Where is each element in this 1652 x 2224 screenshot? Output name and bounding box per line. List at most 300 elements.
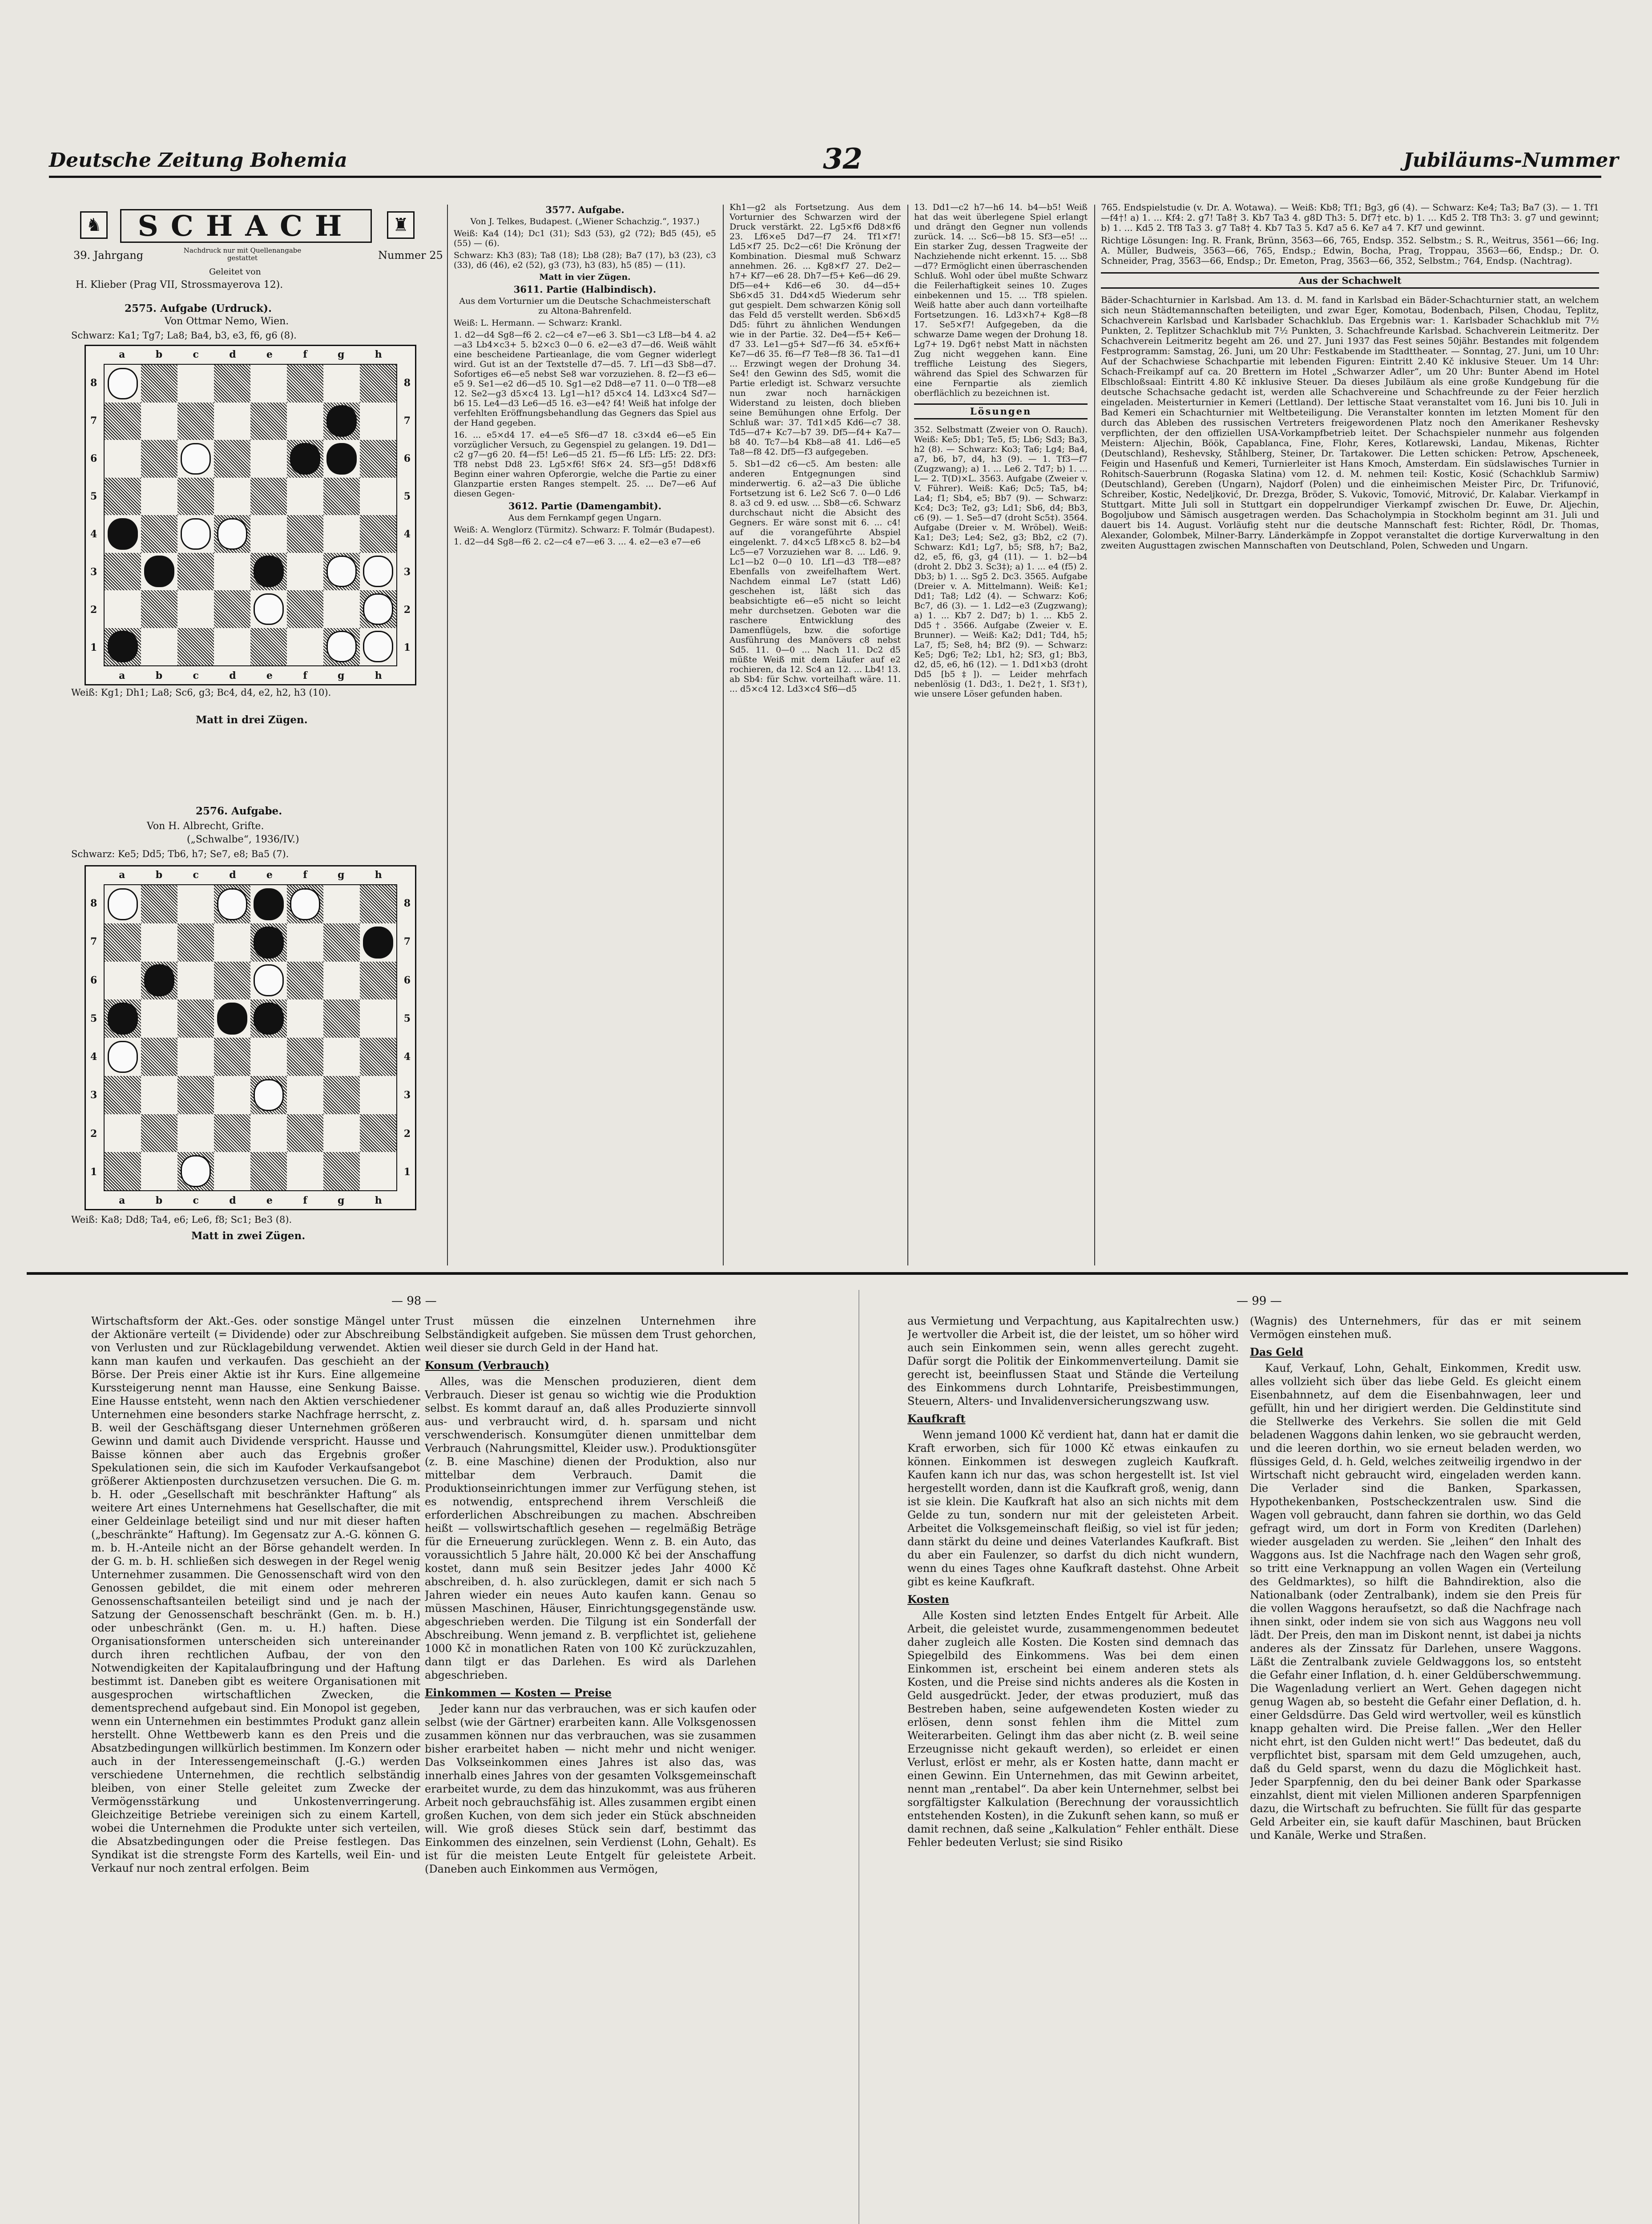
- black-piece-icon: [108, 518, 138, 550]
- file-label: b: [155, 670, 163, 681]
- board-square: [250, 440, 287, 478]
- board-square: [360, 923, 396, 962]
- white-piece-icon: [108, 368, 138, 399]
- problem-2576-goal: Matt in zwei Zügen.: [191, 1230, 306, 1242]
- board-square: [360, 1152, 396, 1190]
- board-square: [323, 515, 360, 553]
- rank-label: 5: [90, 1012, 97, 1024]
- file-label: g: [338, 670, 345, 681]
- issue-number: Nummer 25: [378, 249, 443, 262]
- rank-label: 1: [403, 641, 411, 653]
- board-square: [250, 515, 287, 553]
- board-square: [141, 403, 177, 440]
- rank-label: 5: [403, 490, 411, 502]
- solvers-list: Richtige Lösungen: Ing. R. Frank, Brünn, 3563—66, 765, Endsp. 352. Selbstm.; S. R., Weitrus, 3561—66; Ing. A. Müller, Budweis, 3563—66, 765, Endsp.; Edwin, Bocha, Prag, Troppau, 3563—66, Endsp.; Dr. O. Schneider, Prag, 3563—66, Endsp.; Dr. Emeton, Prag, 3563—66, 352, Selbstm.; 764, Endsp. (Nachtrag).: [1101, 235, 1599, 266]
- board-square: [177, 1076, 214, 1114]
- board-square: [323, 440, 360, 478]
- column-rule: [723, 205, 724, 1265]
- board-square: [105, 478, 141, 516]
- game-3612-end: 13. Dd1—c2 h7—h6 14. b4—b5! Weiß hat das weit überlegene Spiel erlangt und drängt den Gegner nun vollends zurück. 14. ... Sc6—b8 15. Sf3—e5! ... Ein starker Zug, dessen Tragweite der Nachziehende nicht erkennt. 15. ... Sb8—d7? Ermöglicht einen überraschenden Schluß. Wohl oder übel mußte Schwarz die Feilerhaftigkeit seines 10. Zuges einbekennen und 15. ... Tf8 spielen. Weiß hatte aber auch dann vorteilhafte Fortsetzungen. 16. Ld3×h7+ Kg8—f8 17. Se5×f7! Aufgegeben, da die schwarze Dame wegen der Drohung 18. Lg7+ 19. Dg6† nebst Matt in nächsten Zug nicht weggehen kann. Eine treffliche Leistung des Siegers, während das Spiel des Schwarzen für eine Fernpartie als ziemlich oberflächlich zu bezeichnen ist.: [914, 202, 1088, 398]
- board-square: [105, 590, 141, 628]
- wagnis-text: (Wagnis) des Unternehmers, für das er mit seinem Vermögen einstehen muß.: [1250, 1315, 1581, 1341]
- black-piece-icon: [254, 1003, 284, 1035]
- board-square: [105, 515, 141, 553]
- board-square: [105, 962, 141, 1000]
- board-square: [141, 1114, 177, 1152]
- board-square: [177, 999, 214, 1038]
- board-square: [177, 1038, 214, 1076]
- board-square: [360, 885, 396, 923]
- section-divider: [27, 1272, 1628, 1275]
- rank-label: 5: [90, 490, 97, 502]
- board-square: [250, 553, 287, 591]
- file-label: c: [193, 670, 199, 681]
- board-square: [287, 1038, 323, 1076]
- problem-3577-author: Von J. Telkes, Budapest. („Wiener Schachzig.“, 1937.): [470, 217, 700, 226]
- board-square: [323, 478, 360, 516]
- kosten-text: Alle Kosten sind letzten Endes Entgelt für Arbeit. Alle Arbeit, die geleistet wurde, zusammengenommen bedeutet daher zugleich alle Kosten. Die Kosten sind demnach das Spiegelbild des Einkommens. Was bei dem einen Einkommen ist, erscheint bei einem anderen stets als Kosten, und die Preise sind nichts anderes als die Kosten in Geld ausgedrückt. Jeder, der etwas produziert, muß das Bestreben haben, seine aufgewendeten Kosten wieder zu erlösen, denn sonst fehlen ihm die Mittel zum Weiterarbeiten. Gelingt ihm das aber nicht (z. B. weil seine Erzeugnisse nicht gekauft werden), so erleidet er einen Verlust, erlöst er mehr, als er Kosten hatte, dann macht er einen Gewinn. Ein Unternehmen, das mit Gewinn arbeitet, nennt man „rentabel“. Da aber kein Unternehmer, selbst bei sorgfältigster Kalkulation (Berechnung der voraussichtlich entstehenden Kosten), in die Zukunft sehen kann, so muß er damit rechnen, daß seine „Kalkulation“ Fehler enthält. Diese Fehler bedeuten Verlust; sie sind Risiko: [907, 1609, 1239, 1849]
- board-grid-2576: [104, 884, 397, 1191]
- board-square: [323, 1114, 360, 1152]
- problem-2575-author: Von Ottmar Nemo, Wien.: [165, 316, 289, 327]
- problem-3577-white: Weiß: Ka4 (14); Dc1 (31); Sd3 (53), g2 (72); Bd5 (45), e5 (55) — (6).: [454, 229, 716, 248]
- masthead-right: Jubiläums-Nummer: [1403, 149, 1619, 172]
- black-piece-icon: [217, 1003, 248, 1035]
- board-square: [105, 885, 141, 923]
- page-99-number: — 99 —: [1237, 1294, 1282, 1308]
- board-square: [323, 962, 360, 1000]
- chess-column-3: [729, 202, 901, 1263]
- board-square: [323, 628, 360, 666]
- rank-label: 2: [403, 604, 411, 616]
- board-square: [360, 403, 396, 440]
- board-square: [141, 628, 177, 666]
- rank-label: 8: [90, 377, 97, 389]
- schach-title: SCHACH: [120, 209, 372, 243]
- file-label: h: [375, 349, 382, 360]
- game-3612-moves: 1. d2—d4 Sg8—f6 2. c2—c4 e7—e6 3. ... 4. e2—e3 e7—e6: [454, 537, 701, 547]
- einkommen-heading: Einkommen — Kosten — Preise: [425, 1686, 612, 1699]
- board-square: [323, 590, 360, 628]
- board-square: [287, 1076, 323, 1114]
- board-files-top: [86, 349, 415, 360]
- board-ranks-left: [90, 364, 97, 666]
- page-gutter: [858, 1290, 859, 2224]
- board-square: [250, 1076, 287, 1114]
- geld-heading: Das Geld: [1250, 1346, 1303, 1358]
- white-piece-icon: [290, 888, 321, 920]
- board-square: [360, 515, 396, 553]
- black-piece-icon: [108, 631, 138, 662]
- board-square: [177, 590, 214, 628]
- board-square: [323, 923, 360, 962]
- board-files-bottom: [86, 670, 415, 681]
- board-square: [177, 628, 214, 666]
- problem-2576-title: 2576. Aufgabe.: [196, 805, 282, 817]
- board-square: [250, 923, 287, 962]
- board-square: [360, 590, 396, 628]
- white-piece-icon: [326, 556, 357, 587]
- board-square: [105, 628, 141, 666]
- organisation-text: Wirtschaftsform der Akt.-Ges. oder sonstige Mängel unter der Aktionäre verteilt (= Dividende) oder zur Abschreibung von Verlusten und zur Rücklagebildung verwendet. Aktien kann man kaufen und verkaufen. Das geschieht an der Börse. Der Preis einer Aktie ist ihr Kurs. Eine allgemeine Kurssteigerung nennt man Hausse, eine Senkung Baisse. Eine Hausse entsteht, wenn nach den Aktien verschiedener Unternehmen eine besonders starke Nachfrage herrscht, z. B. weil der Geschäftsgang dieser Unternehmen größeren Gewinn und damit auch Dividende verspricht. Hausse und Baisse können aber auch das Ergebnis großer Spekulationen sein, die sich im Kaufoder Verkaufsangebot größerer Aktienposten durchzusetzen versuchen. Die G. m. b. H. oder „Gesellschaft mit beschränkter Haftung“ als weitere Art eines Unternehmens hat Gesellschafter, die mit einer Geldeinlage beteiligt sind und nur mit dieser haften („beschränkte“ Haftung). Im Gegensatz zur A.-G. können G. m. b. H.-Anteile nicht an der Börse gehandelt werden. In der G. m. b. H. schließen sich deswegen in der Regel wenig Unternehmer zusammen. Die Genossenschaft wird von den Genossen gebildet, die mit einem oder mehreren Genossenschaftsanteilen beteiligt sind und je nach der Satzung der Genossenschaft beschränkt (Gen. m. b. H.) oder unbeschränkt (Gen. m. u. H.) haften. Diese Organisationsformen unterscheiden sich untereinander durch ihren rechtlichen Aufbau, der von den Notwendigkeiten der Kapitalaufbringung und der Haftung bestimmt ist. Daneben gibt es weitere Organisationen mit ausgesprochen wirtschaftlichen Zwecken, die dementsprechend aufgebaut sind. Ein Monopol ist gegeben, wenn ein Unternehmen ein bestimmtes Produkt ganz allein herstellt. Ohne Wettbewerb kann es den Preis und die Absatzbedingungen willkürlich bestimmen. Im Konzern oder auch in der Interessengemeinschaft (J.-G.) werden verschiedene Unternehmen, die rechtlich selbständig bleiben, von einer Stelle geleitet zum Zwecke der Vermögensstärkung und Unkostenverringerung. Gleichzeitige Betriebe vereinigen sich zu einem Kartell, wobei die Unternehmen die Produkte unter sich verteilen, die Absatzbedingungen oder die Preise festlegen. Das Syndikat ist die strengste Form des Kartells, weil Ein- und Verkauf nur noch zentral erfolgen. Beim: [91, 1315, 420, 1874]
- board-files-bottom: [86, 1195, 415, 1206]
- rank-label: 7: [403, 936, 411, 948]
- board-square: [214, 1152, 250, 1190]
- board-square: [214, 628, 250, 666]
- problem-2575-goal: Matt in drei Zügen.: [196, 714, 308, 726]
- rank-label: 6: [403, 974, 411, 986]
- rank-label: 6: [90, 974, 97, 986]
- file-label: f: [303, 670, 307, 681]
- problem-2576-source: („Schwalbe“, 1936/IV.): [187, 834, 299, 845]
- vermietung-text: aus Vermietung und Verpachtung, aus Kapitalrechten usw.) Je wertvoller die Arbeit ist, die der leistet, um so höher wird auch sein Einkommen sein, wenn alles gerecht zugeht. Dafür sorgt die Politik der Einkommenverteilung. Damit sie gerecht ist, beeinflussen Staat und Stände die Verteilung des Einkommens durch Lohntarife, Preisbestimmungen, Steuern, Alters- und Invalidenversicherungszwang usw.: [907, 1315, 1239, 1407]
- rank-label: 7: [90, 415, 97, 427]
- rank-label: 2: [403, 1128, 411, 1140]
- rank-label: 1: [403, 1166, 411, 1178]
- file-label: e: [266, 1195, 273, 1206]
- board-square: [250, 403, 287, 440]
- rank-label: 3: [90, 1089, 97, 1101]
- page-98-number: — 98 —: [391, 1294, 437, 1308]
- board-square: [323, 885, 360, 923]
- rank-label: 8: [403, 377, 411, 389]
- board-square: [287, 999, 323, 1038]
- kosten-heading: Kosten: [907, 1593, 949, 1606]
- board-square: [323, 553, 360, 591]
- board-square: [360, 628, 396, 666]
- board-square: [323, 403, 360, 440]
- endgame-study: 765. Endspielstudie (v. Dr. A. Wotawa). — Weiß: Kb8; Tf1; Bg3, g6 (4). — Schwarz: Ke4; Ta3; Ba7 (3). — 1. Tf1—f4†! a) 1. ... Kf4: 2. g7! Ta8† 3. Kb7 Ta3 4. g8D Th3: 5. Df7† etc. b) 1. ... Kd5 2. Tf8 Th3: 3. g7 und gewinnt; b) 1. ... Kd5 2. Tf8 Ta3 3. g7 Ta8† 4. Kb7 Ta3 5. Kd7 a5 6. Ke7 a4 7. Kf7 und gewinnt.: [1101, 202, 1599, 233]
- loesungen-title: Lösungen: [970, 406, 1032, 417]
- game-3611-moves-cont: 16. ... e5×d4 17. e4—e5 Sf6—d7 18. c3×d4 e6—e5 Ein vorzüglicher Versuch, zu Gegenspiel zu gelangen. 19. Dd1—c2 g7—g6 20. f4—f5! Le6—d5 21. f5—f6 Lf5: Lf5: 22. Df3: Tf8 nebst Dd8 23. Lg5×f6! Sf6× 24. Sf3—g5! Dd8×f6 Beginn einer wahren Opferorgie, welche die Partie zu einer Glanzpartie ersten Ranges stempelt. 25. ... De7—e6 Auf diesen Gegen-: [454, 430, 716, 499]
- file-label: g: [338, 349, 345, 360]
- board-square: [177, 962, 214, 1000]
- board-square: [287, 515, 323, 553]
- white-piece-icon: [326, 631, 357, 662]
- board-square: [141, 885, 177, 923]
- problem-3577-title: 3577. Aufgabe.: [545, 204, 625, 215]
- board-ranks-right: [404, 884, 411, 1191]
- file-label: a: [119, 349, 125, 360]
- board-square: [105, 553, 141, 591]
- game-3611-moves: 1. d2—d4 Sg8—f6 2. c2—c4 e7—e6 3. Sb1—c3 Lf8—b4 4. a2—a3 Lb4×c3+ 5. b2×c3 0—0 6. e2—e3 d7—d6. Weiß wählt eine bescheidene Partieanlage, die vom Gegner widerlegt wird. Gut ist an der Textstelle d7—d5. 7. Lf1—d3 Sb8—d7. Sofortiges e6—e5 nebst Se8 war vorzuziehen. 8. f2—f3 e6—e5 9. Se1—e2 d6—d5 10. Sg1—e2 Dd8—e7 11. 0—0 Tf8—e8 12. Se2—g3 d5×c4 13. Lg1—h1? d5×c4 14. Ld3×c4 Sd7—b6 15. Le4—d3 Le6—d5 16. e3—e4? f4! Weiß hat infolge der verfehlten Eröffnungsbehandlung das Gegners das Spiel aus der Hand gegeben.: [454, 330, 716, 428]
- file-label: b: [155, 349, 163, 360]
- board-square: [323, 1152, 360, 1190]
- board-square: [214, 1038, 250, 1076]
- rank-label: 4: [403, 528, 411, 540]
- board-square: [177, 1114, 214, 1152]
- rank-label: 3: [90, 566, 97, 578]
- game-3611-continuation: Kh1—g2 als Fortsetzung. Aus dem Vorturnier des Schwarzen wird der Druck verstärkt. 22. Lg5×f6 Dd8×f6 23. Lf6×e5 Dd7—f7 24. Tf1×f7! Ld5×f7 25. Dc2—c6! Die Krönung der Kombination. Diesmal muß Schwarz annehmen. 26. ... Kg8×f7 27. De2—h7+ Kf7—e6 28. Dh7—f5+ Ke6—d6 29. Df5—e4+ Kd6—e6 30. d4—d5+ Sb6×d5 31. Dd4×d5 Wiederum sehr gut gespielt. Dem schwarzen König soll das Feld d5 verstellt werden. Sb6×d5 Dd5: führt zu ähnlichen Wendungen wie in der Partie. 32. De4—f5+ Ke6—d7 33. Le1—g5+ Sd7—f6 34. e5×f6+ Ke7—d6 35. f6—f7 Te8—f8 36. Ta1—d1 ... Erzwingt wegen der Drohung 34. Se4! den Gewinn des Sd5, womit die Partie erledigt ist. Schwarz versuchte nun zwar noch harnäckigen Widerstand zu leisten, doch blieben seine Bemühungen ohne Erfolg. Der Schluß war: 37. Td1×d5 Kd6—c7 38. Td5—d7+ Kc7—b7 39. Df5—f4+ Ka7—b8 40. Tc7—b4 Kb8—a8 41. Ld6—e5 Ta8—f8 42. Df5—f3 aufgegeben.: [729, 202, 901, 457]
- board-square: [360, 478, 396, 516]
- board-square: [287, 628, 323, 666]
- editor-label: Geleitet von: [209, 267, 261, 277]
- board-square: [287, 403, 323, 440]
- chess-column-4: [914, 202, 1088, 1263]
- white-piece-icon: [217, 888, 248, 920]
- game-3612-players: Weiß: A. Wenglorz (Türmitz). Schwarz: F. Tolmár (Budapest).: [454, 525, 715, 535]
- board-square: [214, 962, 250, 1000]
- board-square: [323, 1038, 360, 1076]
- file-label: e: [266, 670, 273, 681]
- board-square: [323, 1076, 360, 1114]
- white-piece-icon: [108, 1041, 138, 1073]
- board-square: [214, 999, 250, 1038]
- rank-label: 1: [90, 641, 97, 653]
- board-square: [177, 553, 214, 591]
- file-label: h: [375, 1195, 382, 1206]
- black-piece-icon: [326, 405, 357, 437]
- text-column-98-right: [425, 1314, 756, 2224]
- board-square: [360, 962, 396, 1000]
- kaufkraft-text: Wenn jemand 1000 Kč verdient hat, dann hat er damit die Kraft erworben, sich für 1000 Kč etwas einkaufen zu können. Einkommen ist deswegen zugleich Kaufkraft. Kaufen kann ich nur das, was schon hergestellt ist. Ist viel hergestellt worden, dann ist die Kaufkraft groß, wenig, dann ist sie klein. Die Kaufkraft hat also an sich nichts mit dem Gelde zu tun, sondern nur mit der geleisteten Arbeit. Arbeitet die Volksgemeinschaft fleißig, so viel ist für jeden; dann stärkt du deine und deines Vaterlandes Kaufkraft. Bist du aber ein Faulenzer, so darfst du dich nicht wundern, wenn du eines Tages ohne Kaufkraft dastehst. Ohne Arbeit gibt es keine Kaufkraft.: [907, 1429, 1239, 1588]
- white-piece-icon: [108, 888, 138, 920]
- file-label: e: [266, 349, 273, 360]
- board-square: [250, 1152, 287, 1190]
- board-square: [141, 962, 177, 1000]
- board-square: [360, 999, 396, 1038]
- board-square: [177, 885, 214, 923]
- white-piece-icon: [363, 593, 394, 625]
- file-label: b: [155, 869, 163, 881]
- board-square: [141, 553, 177, 591]
- white-piece-icon: [181, 1155, 211, 1187]
- file-label: g: [338, 869, 345, 881]
- trust-text: Trust müssen die einzelnen Unternehmen ihre Selbständigkeit aufgeben. Sie müssen dem Trust gehorchen, weil dieser sie durch Geld in der Hand hat.: [425, 1315, 756, 1354]
- board-square: [105, 403, 141, 440]
- rank-label: 4: [90, 1051, 97, 1063]
- board-square: [177, 440, 214, 478]
- rank-label: 8: [403, 898, 411, 910]
- file-label: a: [119, 670, 125, 681]
- editor-name: H. Klieber (Prag VII, Strossmayerova 12).: [76, 279, 283, 290]
- board-square: [250, 885, 287, 923]
- file-label: c: [193, 1195, 199, 1206]
- board-square: [250, 962, 287, 1000]
- file-label: f: [303, 349, 307, 360]
- board-square: [105, 1076, 141, 1114]
- board-square: [287, 885, 323, 923]
- board-square: [287, 962, 323, 1000]
- black-piece-icon: [290, 443, 321, 475]
- problem-3577-goal: Matt in vier Zügen.: [539, 272, 631, 282]
- board-square: [105, 999, 141, 1038]
- board-square: [360, 553, 396, 591]
- board-square: [141, 515, 177, 553]
- board-square: [287, 478, 323, 516]
- board-square: [105, 1152, 141, 1190]
- file-label: e: [266, 869, 273, 881]
- board-square: [250, 590, 287, 628]
- board-square: [214, 1076, 250, 1114]
- problem-3577-black: Schwarz: Kh3 (83); Ta8 (18); Lb8 (28); Ba7 (17), b3 (23), c3 (33), d6 (46), e2 (52), g3 (73), h3 (83), h5 (85) — (11).: [454, 250, 716, 270]
- white-piece-icon: [217, 518, 248, 550]
- board-square: [177, 365, 214, 403]
- rook-icon: ♜: [387, 211, 415, 239]
- board-square: [287, 440, 323, 478]
- aus-der-schachwelt-title: Aus der Schachwelt: [1298, 275, 1402, 286]
- board-square: [141, 1152, 177, 1190]
- rank-label: 3: [403, 1089, 411, 1101]
- board-square: [250, 628, 287, 666]
- aus-der-schachwelt-text: Bäder-Schachturnier in Karlsbad. Am 13. d. M. fand in Karlsbad ein Bäder-Schachturnier statt, an welchem sich neun Städtemannschaften beteiligten, und zwar Eger, Komotau, Bodenbach, Pilsen, Chodau, Teplitz, Schachverein Karlsbad und Karlsbader Schachklub. Das Ergebnis war: 1. Karlsbader Schachklub mit 7½ Punkten, 2. Teplitzer Schachklub mit 7½ Punkten, 3. Schachfreunde Karlsbad. Schachverein Leitmeritz. Der Schachverein Leitmeritz begeht am 26. und 27. Juni 1937 das Fest seines 50jähr. Bestandes mit folgendem Festprogramm: Samstag, 26. Juni, um 20 Uhr: Festkabende im Stadttheater. — Sonntag, 27. Juni, um 10 Uhr: Auf der Schachwiese Schachpartie mit lebenden Figuren: Eintritt 2.40 Kč inklusive Steuer. Um 14 Uhr: Schach-Freikampf auf ca. 20 Brettern im Hotel „Schwarzer Adler“, um 20 Uhr: Bunter Abend im Hotel Elbschloßsaal: Eintritt 4.80 Kč inklusive Steuer. Da dieses Jubiläum als eine große Kundgebung für die deutsche Schachsache gedacht ist, werden alle Schachvereine und Schachfreunde zu der Feier herzlich eingeladen. Meisterturnier in Kemeri (Lettland). Der lettische Staat veranstaltet vom 16. Juni bis 10. Juli in Bad Kemeri ein Schachturnier mit Weltbeteiligung. Die Veranstalter konnten im letzten Moment für den durch das Ableben des russischen Vertreters freigewordenen Platz noch den Amerikaner Reshevsky verpflichten, der den offiziellen USA-Vorkampfbetrieb leitet. Der Schachspieler nunmehr aus folgenden Meistern: Aljechin, Böök, Capablanca, Fine, Flohr, Keres, Kotlarewski, Landau, Mikenas, Richter (Deutschland), Reshevsky, Ståhlberg, Steiner, Dr. Tartakower. Die Letten schicken: Petrow, Apscheneek, Feigin und Hasenfuß und Kemeri, Turnierleiter ist Hans Kmoch, Amsterdam. Ein südslawisches Turnier in Rohitsch-Sauerbrunn (Rogaska Slatina) vom 12. d. M. nehmen teil: Kostic, Kosić (Schachklub Sarmiw) (Deutschland), Gereben (Ungarn), Najdorf (Polen) und die einheimischen Meister Pirc, Dr. Trifunović, Schreiber, Kostic, Nedeljković, Dr. Drezga, Bröder, S. Vukovic, Tomović, Mitrović, Dr. Kalabar. Vierkampf in Stuttgart. Mitte Juli soll in Stuttgart ein doppelrundiger Vierkampf zwischen Dr. Euwe, Dr. Aljechin, Bogoljubow und Sämisch ausgetragen werden. Das Schacholympia in Stockholm beginnt am 31. Juli und dauert bis 14. August. Vorläufig steht nur die deutsche Mannschaft fest: Richter, Rödl, Dr. Thomas, Alexander, Golombek, Milner-Barry. Länderkämpfe in Zoppot veranstaltet die dortige Kurverwaltung in den zweiten Augusttagen zwischen Mannschaften von Deutschland, Polen, Schweden und Ungarn.: [1101, 294, 1599, 551]
- white-piece-icon: [181, 443, 211, 475]
- file-label: a: [119, 1195, 125, 1206]
- column-rule: [447, 205, 448, 1265]
- rank-label: 7: [403, 415, 411, 427]
- black-piece-icon: [254, 888, 284, 920]
- board-square: [360, 440, 396, 478]
- konsum-heading: Konsum (Verbrauch): [425, 1359, 550, 1372]
- board-square: [141, 478, 177, 516]
- rank-label: 4: [90, 528, 97, 540]
- black-piece-icon: [363, 927, 394, 959]
- board-square: [141, 590, 177, 628]
- file-label: d: [229, 349, 236, 360]
- rank-label: 5: [403, 1012, 411, 1024]
- board-square: [141, 1076, 177, 1114]
- black-piece-icon: [254, 556, 284, 587]
- board-square: [141, 365, 177, 403]
- problem-2575-white: Weiß: Kg1; Dh1; La8; Sc6, g3; Bc4, d4, e2, h2, h3 (10).: [71, 687, 331, 698]
- game-3612-continuation: 5. Sb1—d2 c6—c5. Am besten: alle anderen Entgegnungen sind minderwertig. 6. a2—a3 Die übliche Fortsetzung ist 6. Le2 Sc6 7. 0—0 Ld6 8. a3 cd 9. ed usw. ... Sb8—c6. Schwarz durchschaut nicht die Absicht des Gegners. Er wäre sonst mit 6. ... c4! auf die vorangeführte Abspiel eingelenkt. 7. d4×c5 Lf8×c5 8. b2—b4 Lc5—e7 Vorzuziehen war 8. ... Ld6. 9. Lc1—b2 0—0 10. Lf1—d3 Tf8—e8? Ebenfalls von zweifelhaftem Wert. Nachdem einmal Le7 (statt Ld6) geschehen ist, läßt sich das beabsichtigte e6—e5 nicht so leicht mehr durchsetzen. Geboten war die raschere Entwicklung des Damenflügels, bzw. die sofortige Ausführung des Manövers c8 nebst Sd5. 11. 0—0 ... Nach 11. Dc2 d5 müßte Weiß mit dem Läufer auf e2 rochieren, da 12. Sc4 an 12. ... Lb4! 13. ab Sb4: für Schw. vorteilhaft wäre. 11. ... d5×c4 12. Ld3×c4 Sf6—d5: [729, 459, 901, 694]
- file-label: c: [193, 869, 199, 881]
- rank-label: 2: [90, 604, 97, 616]
- board-square: [250, 365, 287, 403]
- board-square: [141, 923, 177, 962]
- board-square: [250, 1038, 287, 1076]
- rank-label: 1: [90, 1166, 97, 1178]
- board-square: [214, 365, 250, 403]
- board-ranks-right: [404, 364, 411, 666]
- black-piece-icon: [108, 1003, 138, 1035]
- board-square: [214, 553, 250, 591]
- rank-label: 7: [90, 936, 97, 948]
- text-column-99-left: [907, 1314, 1239, 2224]
- chess-column-5: [1101, 202, 1599, 1263]
- black-piece-icon: [326, 443, 357, 475]
- board-square: [105, 365, 141, 403]
- file-label: d: [229, 670, 236, 681]
- board-square: [214, 923, 250, 962]
- board-square: [214, 885, 250, 923]
- board-ranks-left: [90, 884, 97, 1191]
- text-column-98-left: [91, 1314, 420, 2224]
- board-square: [214, 440, 250, 478]
- geld-text: Kauf, Verkauf, Lohn, Gehalt, Einkommen, Kredit usw. alles vollzieht sich über das liebe Geld. Es gleicht einem Eisenbahnnetz, auf dem die Eisenbahnwagen, leer und gefüllt, hin und her dirigiert werden. Die Geldinstitute sind die Stellwerke des Verkehrs. Sie sollen die mit Geld beladenen Waggons dahin lenken, wo sie gebraucht werden, und die leeren dorthin, wo sie erneut beladen werden, wo flüssiges Geld, d. h. Geld, welches zeitweilig irgendwo in der Wirtschaft nicht gebraucht wird, eingeladen werden kann. Die Verlader sind die Banken, Sparkassen, Hypothekenbanken, Postscheckzentralen usw. Sind die Wagen voll gebraucht, dann fahren sie dorthin, wo das Geld gefragt wird, um dort in Form von Krediten (Darlehen) wieder ausgeladen zu werden. Sie „leihen“ den Inhalt des Waggons aus. Ist die Nachfrage nach den Wagen sehr groß, so tritt eine Verknappung an vollen Wagen ein (Verteilung des Geldmarktes), so hilft die Bahndirektion, also die Nationalbank (oder Zentralbank), indem sie den Preis für die vollen Waggons heraufsetzt, so daß die Nachfrage nach ihnen sinkt, oder indem sie von sich aus Waggons neu voll lädt. Der Preis, den man im Diskont nennt, ist dabei ja nichts anderes als der Zinssatz für Darlehen, unsere Waggons. Läßt die Zentralbank zuviele Geldwaggons los, so entsteht die Gefahr einer Inflation, d. h. einer Geldüberschwemmung. Die Wagenladung verliert an Wert. Gehen dagegen nicht genug Wagen ab, so besteht die Gefahr einer Deflation, d. h. einer Geldsdürre. Das Geld wird wertvoller, weil es künstlich knapp gehalten wird. Die Preise fallen. „Wer den Heller nicht ehrt, ist den Gulden nicht wert!“ Das bedeutet, daß du verpflichtet bist, sparsam mit dem Geld umzugehen, auch, daß du Geld sparst, wenn du dazu die Möglichkeit hast. Jeder Sparpfennig, den du bei deiner Bank oder Sparkasse einzahlst, dient mit vielen Millionen anderen Sparpfennigen dazu, die Wirtschaft zu befruchten. Sie füllt für das gesparte Geld Arbeiter ein, sie kauft dafür Maschinen, baut Brücken und Kanäle, Werke und Straßen.: [1250, 1362, 1581, 1841]
- masthead-left: Deutsche Zeitung Bohemia: [49, 149, 347, 172]
- board-square: [105, 440, 141, 478]
- board-square: [105, 923, 141, 962]
- file-label: a: [119, 869, 125, 881]
- file-label: h: [375, 869, 382, 881]
- konsum-text: Alles, was die Menschen produzieren, dient dem Verbrauch. Dieser ist genau so wichtig wie die Produktion selbst. Es kommt darauf an, daß alles Produzierte sinnvoll aus- und verbraucht wird, d. h. sparsam und nicht verschwenderisch. Konsumgüter dienen unmittelbar dem Verbrauch (Nahrungsmittel, Kleider usw.). Produktionsgüter (z. B. eine Maschine) dienen der Produktion, also nur mittelbar dem Verbrauch. Damit die Produktionseinrichtungen immer zur Verfügung stehen, ist es notwendig, entsprechend ihrem Verschleiß die erforderlichen Abschreibungen zu machen. Abschreiben heißt — vollswirtschaftlich gesehen — regelmäßig Beträge für die Erneuerung zurücklegen. Wenn z. B. ein Auto, das voraussichtlich 5 Jahre hält, 20.000 Kč bei der Anschaffung kostet, dann muß sein Besitzer jedes Jahr 4000 Kč abschreiben, d. h. also zurücklegen, damit er sich nach 5 Jahren wieder ein neues Auto kaufen kann. Genau so müssen Maschinen, Häuser, Einrichtungsgegenstände usw. abgeschrieben werden. Die Tilgung ist ein Sonderfall der Abschreibung. Wenn jemand z. B. verpflichtet ist, geliehene 1000 Kč in monatlichen Raten von 100 Kč zurückzuzahlen, dann tilgt er das Darlehen. Es wird als Darlehen abgeschrieben.: [425, 1375, 756, 1681]
- board-square: [105, 1114, 141, 1152]
- game-3611-source: Aus dem Vorturnier um die Deutsche Schachmeisterschaft zu Altona-Bahrenfeld.: [459, 296, 711, 316]
- board-square: [250, 999, 287, 1038]
- game-3611-title: 3611. Partie (Halbindisch).: [513, 284, 657, 295]
- problem-2576-author: Von H. Albrecht, Grifte.: [147, 821, 264, 832]
- white-piece-icon: [363, 631, 394, 662]
- board-square: [360, 365, 396, 403]
- black-piece-icon: [254, 927, 284, 959]
- black-piece-icon: [144, 964, 175, 996]
- board-square: [177, 515, 214, 553]
- rank-label: 8: [90, 898, 97, 910]
- problem-2575-black: Schwarz: Ka1; Tg7; La8; Ba4, b3, e3, f6, g6 (8).: [71, 330, 297, 341]
- column-rule: [1094, 205, 1095, 1265]
- file-label: f: [303, 869, 307, 881]
- board-square: [141, 1038, 177, 1076]
- game-3611-players: Weiß: L. Hermann. — Schwarz: Krankl.: [454, 318, 622, 328]
- board-square: [360, 1038, 396, 1076]
- file-label: d: [229, 1195, 236, 1206]
- file-label: c: [193, 349, 199, 360]
- chess-column-2: [454, 202, 716, 1263]
- problem-2576-white: Weiß: Ka8; Dd8; Ta4, e6; Le6, f8; Sc1; Be3 (8).: [71, 1214, 292, 1225]
- text-column-99-right: [1250, 1314, 1581, 2224]
- board-square: [141, 440, 177, 478]
- board-square: [214, 590, 250, 628]
- board-square: [177, 403, 214, 440]
- board-square: [360, 1076, 396, 1114]
- board-square: [177, 1152, 214, 1190]
- board-square: [360, 1114, 396, 1152]
- board-square: [141, 999, 177, 1038]
- file-label: d: [229, 869, 236, 881]
- einkommen-text: Jeder kann nur das verbrauchen, was er sich kaufen oder selbst (wie der Gärtner) erarbeiten kann. Alle Volksgenossen zusammen können nur das verbrauchen, was sie zusammen bisher erarbeitet haben — nicht mehr und nicht weniger. Das Volkseinkommen eines Jahres ist also das, was innerhalb eines Jahres von der gesamten Volksgemeinschaft erarbeitet wurde, zu dem das hinzukommt, was aus früheren Arbeit noch gebrauchsfähig ist. Alles zusammen ergibt einen großen Kuchen, von dem sich jeder ein Stück abschneiden will. Wie groß dieses Stück sein darf, bestimmt das Einkommen des einzelnen, sein Verdienst (Lohn, Gehalt). Es ist für die meisten Leute Entgelt für geleistete Arbeit. (Daneben auch Einkommen aus Vermögen,: [425, 1703, 756, 1875]
- board-square: [214, 403, 250, 440]
- board-square: [287, 1152, 323, 1190]
- problem-2575-title: 2575. Aufgabe (Urdruck).: [125, 302, 272, 314]
- board-square: [250, 1114, 287, 1152]
- board-grid-2575: [104, 364, 397, 666]
- file-label: h: [375, 670, 382, 681]
- issue-note: Nachdruck nur mit Quellenangabe gestattet: [183, 246, 302, 262]
- game-3612-title: 3612. Partie (Damengambit).: [508, 500, 662, 512]
- rank-label: 6: [90, 452, 97, 464]
- board-square: [214, 478, 250, 516]
- white-piece-icon: [363, 556, 394, 587]
- board-square: [287, 1114, 323, 1152]
- loesungen-text: 352. Selbstmatt (Zweier von O. Rauch). Weiß: Ke5; Db1; Te5, f5; Lb6; Sd3; Ba3, h2 (8). — Schwarz: Ko3; Ta6; Lg4; Ba4, a7, b6, b7, d4, h3 (9). — 1. Tf3—f7 (Zugzwang); a) 1. ... Le6 2. Td7; b) 1. ... L— 2. T(D)×L. 3563. Aufgabe (Zweier v. V. Führer). Weiß: Ka6; Dc5; Ta5, b4; La4; f1; Sb4, e5; Bb7 (9). — Schwarz: Kc4; Dc3; Te2, g3; Ld1; Sb6, d4; Bb3, c6 (9). — 1. Se5—d7 (droht Sc5‡). 3564. Aufgabe (Dreier v. M. Wröbel). Weiß: Ka1; De3; Le4; Se2, g3; Bb2, c2 (7). Schwarz: Kd1; Lg7, b5; Sf8, h7; Ba2, d2, e5, f6, g3, g4 (11). — 1. b2—b4 (droht 2. Db2 3. Sc3‡); a) 1. ... e4 (f5) 2. Db3; b) 1. ... Sg5 2. Dc3. 3565. Aufgabe (Dreier v. A. Mittelmann). Weiß: Ke1; Dd1; Ta8; Ld2 (4). — Schwarz: Ko6; Bc7, d6 (3). — 1. Ld2—e3 (Zugzwang); a) 1. ... Kb7 2. Dd7; b) 1. ... Kb5 2. Dd5†. 3566. Aufgabe (Zweier v. E. Brunner). — Weiß: Ka2; Dd1; Td4, h5; La7, f5; Se8, h4; Bf2 (9). — Schwarz: Ke5; Dg6; Te2; Lb1, h2; Sf3, g1; Bb3, d2, d5, e6, h6 (12). — 1. Dd1×b3 (droht Dd5 [b5‡]). — Leider mehrfach nebenlösig (1. Dd3:, 1. De2†, 1. Sf3†), wie unsere Löser gefunden haben.: [914, 425, 1088, 699]
- white-piece-icon: [181, 518, 211, 550]
- board-square: [323, 999, 360, 1038]
- white-piece-icon: [254, 1079, 284, 1111]
- board-square: [177, 478, 214, 516]
- rank-label: 4: [403, 1051, 411, 1063]
- black-piece-icon: [144, 556, 175, 587]
- chessboard-2576: [85, 865, 416, 1210]
- game-3612-source: Aus dem Fernkampf gegen Ungarn.: [508, 513, 662, 523]
- masthead-rule: [49, 176, 1601, 178]
- rank-label: 2: [90, 1128, 97, 1140]
- board-square: [323, 365, 360, 403]
- problem-2576-black: Schwarz: Ke5; Dd5; Tb6, h7; Se7, e8; Ba5 (7).: [71, 849, 289, 859]
- board-square: [214, 1114, 250, 1152]
- page-number: 32: [823, 142, 863, 176]
- white-piece-icon: [254, 964, 284, 996]
- rank-label: 3: [403, 566, 411, 578]
- board-square: [287, 365, 323, 403]
- file-label: b: [155, 1195, 163, 1206]
- board-square: [177, 923, 214, 962]
- file-label: f: [303, 1195, 307, 1206]
- board-square: [214, 515, 250, 553]
- column-rule: [907, 205, 908, 1265]
- board-square: [105, 1038, 141, 1076]
- white-piece-icon: [254, 593, 284, 625]
